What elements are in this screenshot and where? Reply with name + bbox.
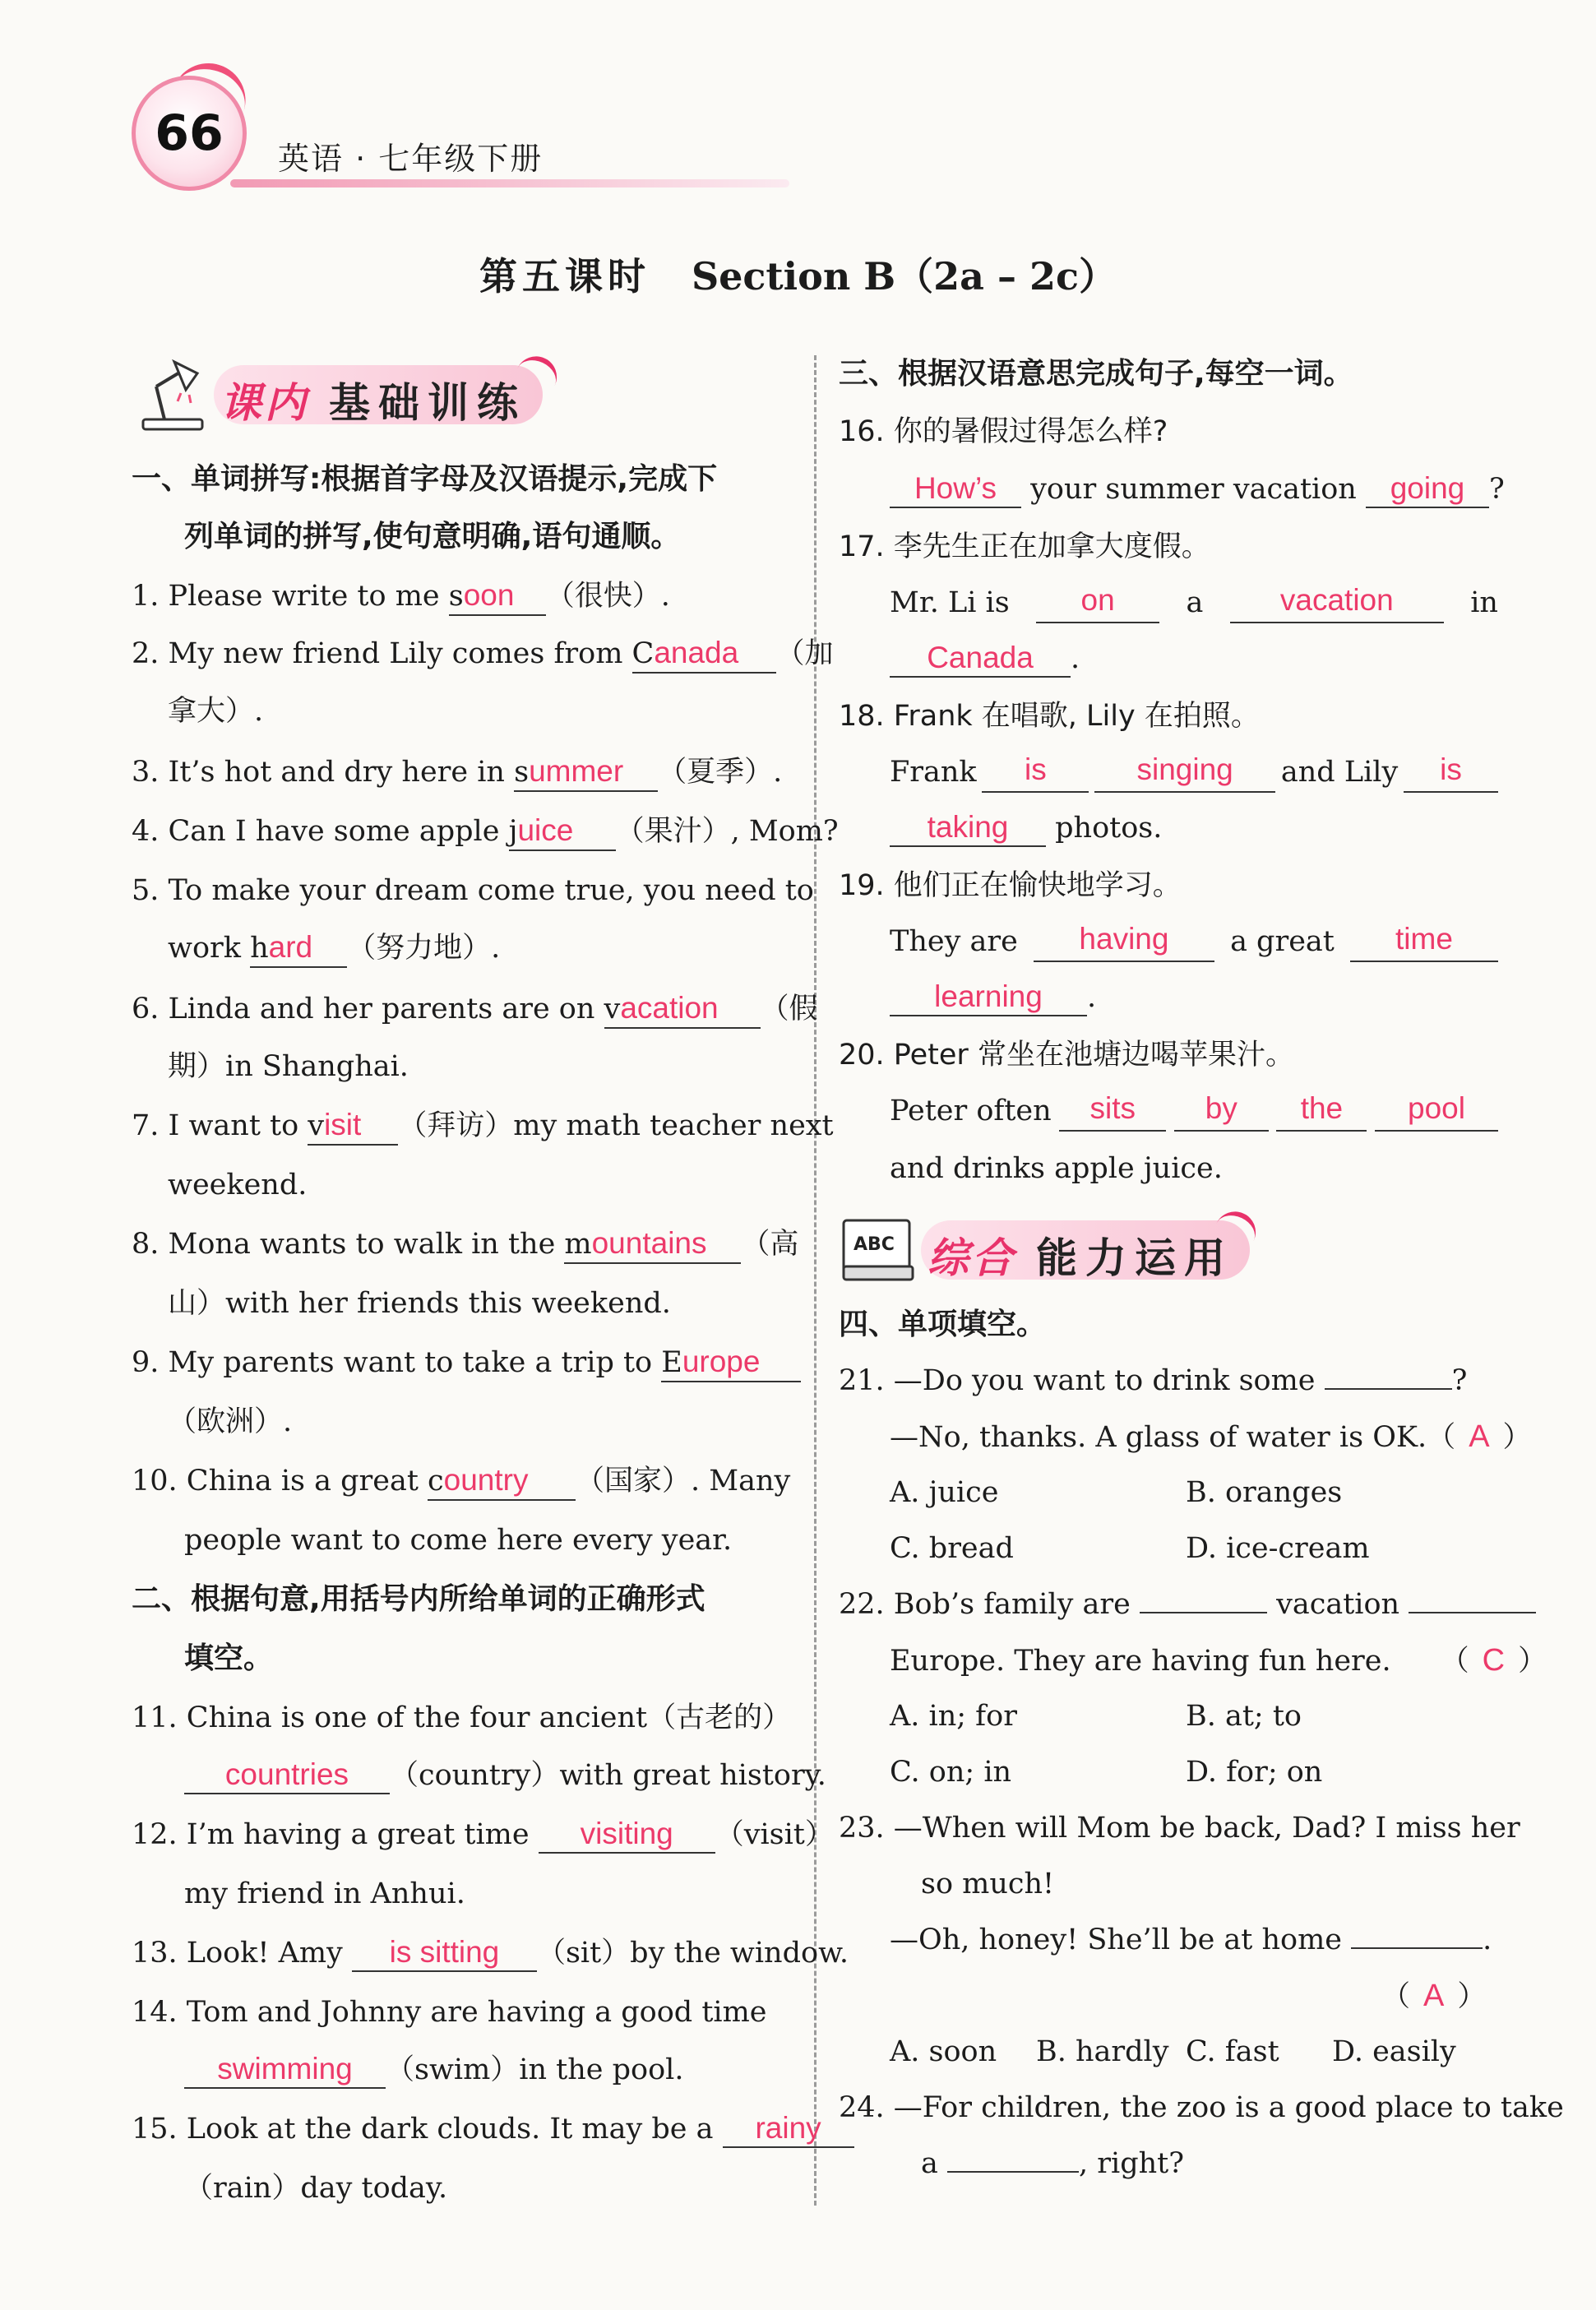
q22-blank-1 <box>1140 1587 1267 1613</box>
part1-title-line2: 列单词的拼写,使句意明确,语句通顺。 <box>184 520 681 553</box>
question-23: 23. —When will Mom be back, Dad? I miss her <box>839 1812 1520 1845</box>
q17-answer-3: Canada <box>890 640 1071 678</box>
q2-hint: （加 <box>775 637 834 670</box>
q23-option-c: C. fast <box>1186 2035 1279 2068</box>
q6-answer: acation <box>620 991 719 1025</box>
q18-answer-4: taking <box>890 809 1046 847</box>
q22-blank-2 <box>1409 1587 1536 1613</box>
q11-hint: （country）with great history. <box>390 1759 826 1792</box>
q12-answer: visiting <box>539 1816 715 1854</box>
question-18-cn: 18. Frank 在唱歌, Lily 在拍照。 <box>839 700 1260 733</box>
q18-answer-2: singing <box>1094 752 1275 793</box>
q23-line3 <box>890 1919 1492 1960</box>
question-14: 14. Tom and Johnny are having a good time <box>132 1996 767 2029</box>
q21-option-d: D. ice-cream <box>1186 1532 1370 1565</box>
lesson-title-en: Section B（2a – 2c） <box>691 254 1117 299</box>
question-8 <box>132 1224 798 1265</box>
q5-hint: （努力地）. <box>347 932 501 965</box>
q8-initial: m <box>564 1228 592 1261</box>
q19-text-2: a great <box>1230 925 1335 958</box>
q8-continued: 山）with her friends this weekend. <box>168 1287 671 1320</box>
q21-option-b: B. oranges <box>1186 1476 1343 1509</box>
q2-initial: C <box>631 637 655 670</box>
banner-subtitle-b: 能力运用 <box>1036 1234 1233 1282</box>
q4-text: 4. Can I have some apple <box>132 815 509 848</box>
part1-title-line1: 一、单词拼写:根据首字母及汉语提示,完成下 <box>132 462 718 496</box>
q10-text: 10. China is a great <box>132 1465 428 1498</box>
question-19 <box>890 921 1498 962</box>
q10-continued: people want to come here every year. <box>184 1524 733 1557</box>
banner-title-b: 综合 <box>928 1234 1016 1282</box>
question-19-cn: 19. 他们正在愉快地学习。 <box>839 869 1182 902</box>
question-5: 5. To make your dream come true, you need to <box>132 874 814 907</box>
q3-answer: ummer <box>529 754 624 788</box>
question-16 <box>890 469 1505 510</box>
question-20 <box>890 1090 1498 1132</box>
q20-answer-3: the <box>1276 1090 1367 1132</box>
q19-answer-3: learning <box>890 979 1087 1016</box>
q16-end: ? <box>1488 473 1505 506</box>
q3-hint: （夏季）. <box>658 756 783 789</box>
q10-answer: ountry <box>443 1463 529 1497</box>
q9-continued: （欧洲）. <box>168 1405 293 1438</box>
q20-answer-4: pool <box>1375 1090 1498 1132</box>
q17-end: . <box>1071 642 1080 675</box>
q2-text: 2. My new friend Lily comes from <box>132 637 632 670</box>
question-11: 11. China is one of the four ancient（古老的） <box>132 1701 792 1734</box>
question-15 <box>132 2109 854 2150</box>
q14-continued <box>184 2049 683 2090</box>
q4-hint: （果汁）, Mom? <box>615 815 839 848</box>
q22-option-b: B. at; to <box>1186 1700 1302 1733</box>
section-banner-basic <box>132 354 559 436</box>
header-rule <box>230 179 789 187</box>
q19-answer-2: time <box>1350 921 1498 962</box>
question-2 <box>132 633 834 674</box>
abc-book-label: ABC <box>854 1234 895 1255</box>
q19-end: . <box>1087 981 1097 1014</box>
q16-answer-2: going <box>1366 470 1489 508</box>
q20-answer-2: by <box>1174 1090 1269 1132</box>
q23-blank <box>1351 1923 1483 1949</box>
q21-option-a: A. juice <box>890 1476 999 1509</box>
q9-text: 9. My parents want to take a trip to <box>132 1346 662 1379</box>
q23-end: . <box>1483 1923 1492 1956</box>
abc-book-icon <box>839 1209 921 1291</box>
question-10 <box>132 1461 790 1502</box>
q20-answer-1: sits <box>1059 1090 1166 1132</box>
q11-answer: countries <box>184 1757 390 1794</box>
q22-option-d: D. for; on <box>1186 1756 1323 1789</box>
question-18 <box>890 752 1498 793</box>
q23-option-b: B. hardly <box>1036 2035 1169 2068</box>
q18-answer-3: is <box>1404 752 1498 793</box>
q23-answer: A <box>1423 1979 1445 2013</box>
q5-text: work <box>168 932 251 965</box>
q7-hint: （拜访）my math teacher next <box>398 1109 834 1142</box>
part2-title-line2: 填空。 <box>184 1641 274 1675</box>
q22-text-mid: vacation <box>1276 1588 1400 1621</box>
page-number-badge <box>132 76 247 191</box>
q17-text-3: in <box>1470 586 1498 619</box>
question-13 <box>132 1933 849 1974</box>
q15-continued: （rain）day today. <box>184 2172 448 2205</box>
q9-initial: E <box>661 1346 682 1379</box>
question-12 <box>132 1814 834 1855</box>
q1-initial: s <box>448 580 464 613</box>
question-1 <box>132 576 670 617</box>
q18-answer-1: is <box>982 752 1089 793</box>
q24-blank <box>947 2146 1079 2173</box>
q14-answer: swimming <box>184 2051 386 2089</box>
part3-title: 三、根据汉语意思完成句子,每空一词。 <box>839 357 1353 391</box>
q1-text: 1. Please write to me <box>132 580 449 613</box>
lesson-title-cn: 第五课时 <box>479 254 650 299</box>
banner-title-a: 课内 <box>220 379 309 427</box>
q23-option-d: D. easily <box>1332 2035 1456 2068</box>
question-21 <box>839 1360 1467 1401</box>
question-7 <box>132 1105 834 1146</box>
question-24: 24. —For children, the zoo is a good place to take <box>839 2091 1564 2124</box>
q6-continued: 期）in Shanghai. <box>168 1050 409 1083</box>
q24-text-2: a <box>921 2147 938 2180</box>
part2-title-line1: 二、根据句意,用括号内所给单词的正确形式 <box>132 1582 705 1616</box>
q4-answer: uice <box>517 813 574 847</box>
question-9 <box>132 1342 801 1383</box>
q4-initial: j <box>508 815 518 848</box>
q2-answer: anada <box>654 636 739 669</box>
q8-text: 8. Mona wants to walk in the <box>132 1228 565 1261</box>
q9-answer: urope <box>682 1345 761 1378</box>
q3-text: 3. It’s hot and dry here in <box>132 756 515 789</box>
q13-answer: is sitting <box>352 1934 537 1972</box>
q17-answer-2: vacation <box>1230 582 1444 623</box>
q18-end: photos. <box>1055 812 1163 845</box>
part4-title: 四、单项填空。 <box>839 1308 1047 1341</box>
q3-initial: s <box>514 756 530 789</box>
q21-end: ? <box>1451 1364 1468 1397</box>
q19-answer-1: having <box>1034 921 1214 962</box>
q8-answer: ountains <box>591 1226 707 1260</box>
q1-answer: oon <box>463 578 515 612</box>
q15-text: 15. Look at the dark clouds. It may be a <box>132 2113 723 2146</box>
q21-text-2: —No, thanks. A glass of water is OK. <box>890 1421 1427 1454</box>
page-number: 66 <box>155 104 224 162</box>
question-20-cn: 20. Peter 常坐在池塘边喝苹果汁。 <box>839 1039 1294 1072</box>
q12-hint: （visit） <box>715 1818 834 1851</box>
book-title: 英语 · 七年级下册 <box>278 141 544 177</box>
q14-hint: （swim）in the pool. <box>386 2053 684 2086</box>
q7-continued: weekend. <box>168 1169 308 1201</box>
q7-answer: isit <box>324 1108 362 1141</box>
q18-text-2: and Lily <box>1280 756 1399 789</box>
q21-answer: A <box>1469 1419 1490 1454</box>
q22-line2: Europe. They are having fun here. （ C ） <box>890 1643 1547 1678</box>
q21-line2: —No, thanks. A glass of water is OK.（ A ） <box>890 1419 1532 1454</box>
section-banner-ability <box>839 1209 1266 1291</box>
q6-text: 6. Linda and her parents are on <box>132 993 604 1025</box>
q2-continued: 拿大）. <box>168 695 264 728</box>
question-4 <box>132 811 839 852</box>
q5-continued <box>168 928 500 969</box>
q17-continued <box>890 638 1080 679</box>
question-22 <box>839 1584 1536 1625</box>
q11-continued <box>184 1755 826 1796</box>
q12-text: 12. I’m having a great time <box>132 1818 539 1851</box>
banner-subtitle-a: 基础训练 <box>329 379 526 427</box>
lamp-icon <box>132 354 214 436</box>
q20-text-1: Peter often <box>890 1095 1052 1127</box>
q22-option-c: C. on; in <box>890 1756 1012 1789</box>
q22-answer: C <box>1482 1643 1506 1678</box>
q24-end: , right? <box>1079 2147 1184 2180</box>
q21-blank <box>1325 1363 1452 1390</box>
question-17-cn: 17. 李先生正在加拿大度假。 <box>839 530 1210 563</box>
q10-initial: c <box>428 1465 444 1498</box>
q21-text: 21. —Do you want to drink some <box>839 1364 1316 1397</box>
q22-text-2: Europe. They are having fun here. <box>890 1645 1391 1678</box>
q23-option-a: A. soon <box>890 2035 997 2068</box>
q16-text: your summer vacation <box>1030 473 1357 506</box>
q17-text-1: Mr. Li is <box>890 586 1010 619</box>
q7-initial: v <box>308 1109 325 1142</box>
q15-answer: rainy <box>723 2110 854 2148</box>
q17-answer-1: on <box>1036 582 1159 623</box>
q16-answer-1: How’s <box>890 470 1021 508</box>
q1-hint: （很快）. <box>545 580 670 613</box>
q12-continued: my friend in Anhui. <box>184 1877 465 1910</box>
q13-text: 13. Look! Amy <box>132 1937 352 1970</box>
question-6 <box>132 988 818 1030</box>
q23-text-3: —Oh, honey! She’ll be at home <box>890 1923 1343 1956</box>
q19-text-1: They are <box>890 925 1018 958</box>
q17-text-2: a <box>1186 586 1204 619</box>
q22-text: 22. Bob’s family are <box>839 1588 1131 1621</box>
q23-answer-line: （ A ） <box>1381 1979 1487 2013</box>
q19-continued <box>890 977 1096 1018</box>
question-17 <box>890 582 1498 623</box>
question-16-cn: 16. 你的暑假过得怎么样? <box>839 415 1168 448</box>
q8-hint: （高 <box>741 1228 799 1261</box>
q6-initial: v <box>604 993 621 1025</box>
question-3 <box>132 752 782 793</box>
lesson-title <box>0 247 1596 301</box>
q18-continued <box>890 808 1162 849</box>
q22-option-a: A. in; for <box>890 1700 1017 1733</box>
q20-continued: and drinks apple juice. <box>890 1152 1223 1185</box>
q21-option-c: C. bread <box>890 1532 1014 1565</box>
q5-initial: h <box>250 932 269 965</box>
q7-text: 7. I want to <box>132 1109 308 1142</box>
q10-hint: （国家）. Many <box>576 1465 791 1498</box>
q24-line2 <box>921 2143 1184 2184</box>
q13-hint: （sit）by the window. <box>536 1937 849 1970</box>
q6-hint: （假 <box>760 993 818 1025</box>
q5-answer: ard <box>268 930 313 964</box>
q18-text-1: Frank <box>890 756 977 789</box>
q23-line2: so much! <box>921 1868 1055 1900</box>
